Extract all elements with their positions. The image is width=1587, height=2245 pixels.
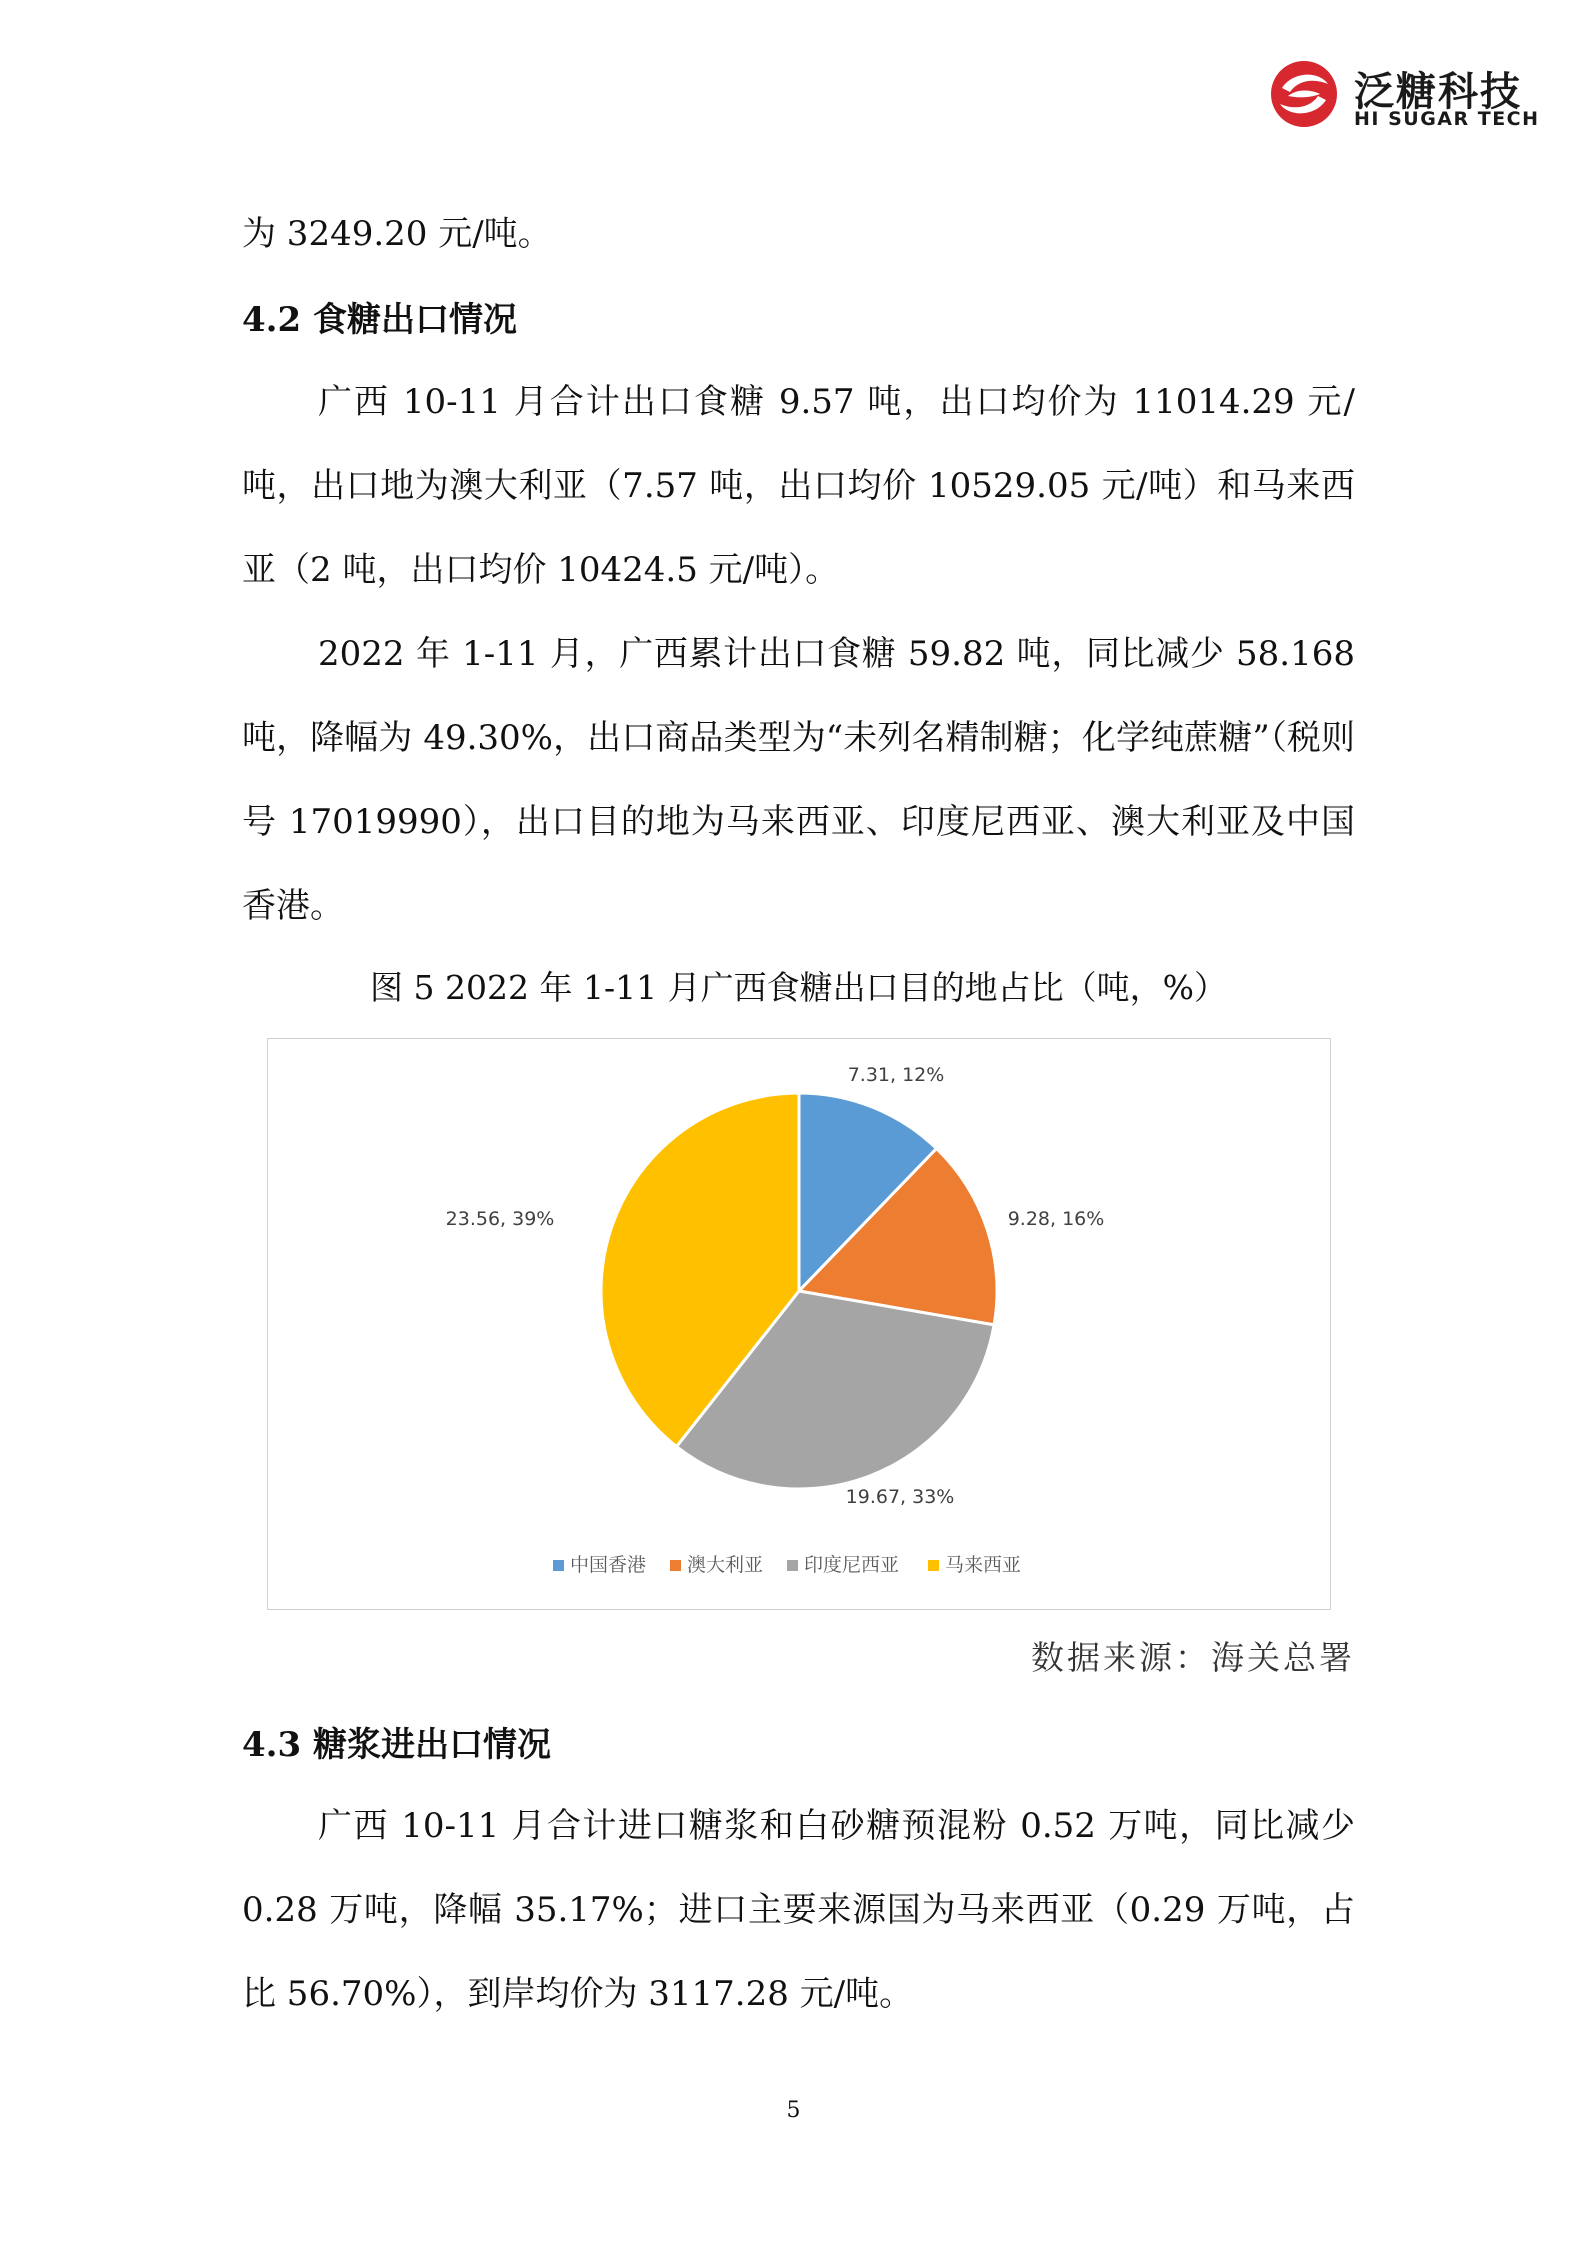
pie-chart-container (267, 1038, 1331, 1610)
paragraph-syrup-import: 广西 10-11 月合计进口糖浆和白砂糖预混粉 0.52 万吨，同比减少 0.28 万吨，降幅 35.17%；进口主要来源国为马来西亚（0.29 万吨，占比 56.70%），到岸均价为 3117.28 元/吨。 (242, 1806, 1355, 2014)
legend-swatch-3 (787, 1560, 798, 1571)
brand-logo (1268, 58, 1568, 130)
paragraph-export-jan-nov: 2022 年 1-11 月，广西累计出口食糖 59.82 吨，同比减少 58.168 吨，降幅为 49.30%，出口商品类型为“未列名精制糖；化学纯蔗糖”（税则号 17019990），出口目的地为马来西亚、印度尼西亚、澳大利亚及中国香港。 (242, 634, 1355, 926)
logo-text-cn: 泛糖科技 (1354, 69, 1522, 115)
section-heading-4-2: 4.2 食糖出口情况 (242, 300, 517, 340)
data-label-3: 19.67, 33% (845, 1486, 955, 1508)
legend-swatch-1 (553, 1560, 564, 1571)
legend-label-4: 马来西亚 (945, 1554, 1022, 1576)
page-number: 5 (786, 2098, 801, 2123)
figure-title: 图 5 2022 年 1-11 月广西食糖出口目的地占比（吨，%） (370, 968, 1227, 1007)
data-label-4: 23.56, 39% (445, 1208, 555, 1230)
legend-label-3: 印度尼西亚 (804, 1554, 900, 1576)
logo-text-en: HI SUGAR TECH (1354, 108, 1540, 130)
data-label-1: 7.31, 12% (847, 1064, 945, 1086)
legend-swatch-4 (928, 1560, 939, 1571)
legend-label-2: 澳大利亚 (687, 1554, 764, 1576)
legend-swatch-2 (670, 1560, 681, 1571)
pie-chart (268, 1039, 1330, 1609)
hi-sugar-logo-icon (1268, 58, 1340, 130)
paragraph-export-oct-nov: 广西 10-11 月合计出口食糖 9.57 吨，出口均价为 11014.29 元/吨，出口地为澳大利亚（7.57 吨，出口均价 10529.05 元/吨）和马来西亚（2 吨，出口均价 10424.5 元/吨）。 (242, 382, 1355, 590)
paragraph-continued: 为 3249.20 元/吨。 (242, 214, 552, 254)
data-source: 数据来源：海关总署 (1031, 1638, 1355, 1677)
section-heading-4-3: 4.3 糖浆进出口情况 (242, 1725, 551, 1765)
data-label-2: 9.28, 16% (1007, 1208, 1105, 1230)
legend-label-1: 中国香港 (570, 1554, 647, 1576)
